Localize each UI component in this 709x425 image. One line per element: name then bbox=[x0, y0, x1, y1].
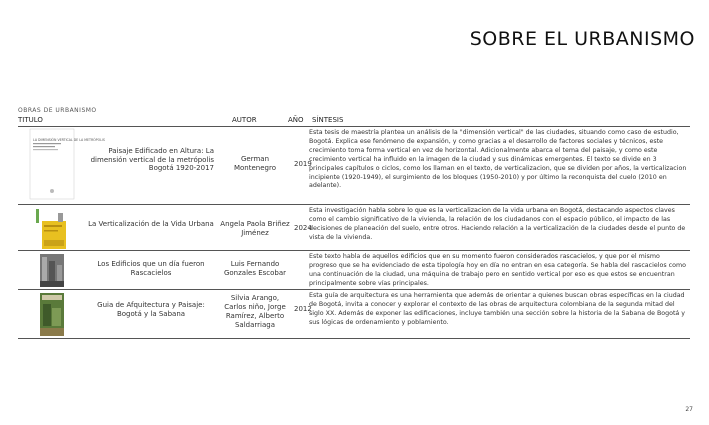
row-synthesis: Esta guía de arquitectura es una herramienta que además de orientar a quienes buscan obras específicas en la ciudad de Bogotá, invita a conocer y explorar el contexto de las obras de arquitectura colombiana de la segunda mitad del siglo XX. Además de exponer las edificaciones, incluye también una sección sobre la historia de la Sabana de Bogotá y sus lógicas de ordenamiento y poblamiento. bbox=[309, 292, 686, 326]
row-synthesis: Este texto habla de aquellos edificios que en su momento fueron considerados rascacielos, y que por el mismo progreso que se ha evidenciado de esta tipología hoy en día no entran en esa categoría. Se habla del rascacielos como una continuación de la ciudad, una máquina de trabajo pero en sentido vertical por eso es que estos se encuentran principalmente sobre vías principales. bbox=[309, 253, 686, 287]
row-author: German Montenegro bbox=[233, 155, 276, 172]
column-header-autor: AUTOR bbox=[232, 116, 257, 124]
column-header-titulo: TITULO bbox=[18, 116, 43, 124]
row-year: 2024 bbox=[294, 224, 312, 232]
row-author: Angela Paola Briñez Jiménez bbox=[220, 220, 290, 237]
column-header-sintesis: SÍNTESIS bbox=[312, 116, 344, 124]
table-row bbox=[18, 127, 690, 205]
column-header-anio: AÑO bbox=[288, 116, 304, 124]
book-cover-thumbnail bbox=[30, 129, 105, 199]
table-row bbox=[18, 290, 690, 339]
table-header bbox=[18, 114, 690, 127]
section-label: OBRAS DE URBANISMO bbox=[18, 107, 97, 114]
table-row bbox=[18, 205, 690, 251]
book-cover-thumbnail bbox=[30, 292, 74, 337]
row-title: Paisaje Edificado en Altura: La dimensión vertical de la metrópolis Bogotá 1920-2017 bbox=[90, 147, 214, 172]
page-title: SOBRE EL URBANISMO bbox=[469, 28, 695, 50]
row-synthesis: Esta investigación habla sobre lo que es la verticalizacion de la vida urbana en Bogotá, destacando aspectos claves como el cambio significativo de la vivienda, la relación de los ciudadanos con el espacio público, el impacto de las decisiones de planeación del suelo, entre otros. Haciendo relación a la verticalización de la ciudades desde el punto de vista de la vivienda. bbox=[309, 207, 686, 241]
row-title: La Verticalización de la Vida Urbana bbox=[88, 220, 214, 228]
page-number: 27 bbox=[685, 406, 693, 413]
book-cover-thumbnail bbox=[30, 207, 74, 249]
row-author: Silvia Arango, Carlos niño, Jorge Ramírez, Alberto Saldarriaga bbox=[224, 294, 286, 329]
row-synthesis: Esta tesis de maestría plantea un análisis de la "dimensión vertical" de las ciudades, situando como caso de estudio, Bogotá. Explica ese fenómeno de expansión, y como gracias a el desarrollo de factores sociales y técnicos, este crecimiento toma forma vertical en vez de horizontal. Adicionalmente abarca el tema del paisaje, y como este crecimiento vertical ha influido en la imagen de la ciudad y sus dinámicas emergentes. El texto se divide en 3 principales capítulos o ciclos, como los llaman en el texto, de verticalizacion, que se dividen por años, la verticalizacion incipiente (1920-1949), el surgimiento de los bloques (1950-2010) y por último la reconquista del cuelo (2010 en adelante). bbox=[309, 129, 687, 190]
bibliography-table bbox=[18, 127, 690, 339]
book-cover-thumbnail bbox=[30, 253, 74, 288]
row-title: Los Edificios que un día fueron Rascacielos bbox=[97, 260, 205, 277]
row-author: Luis Fernando Gonzales Escobar bbox=[223, 260, 287, 277]
book-cover-text: LA DIMENSIÓN VERTICAL DE LA METRÓPOLIS bbox=[33, 138, 105, 142]
row-title: Guia de Afquitectura y Paisaje: Bogotá y la Sabana bbox=[97, 301, 205, 318]
row-year: 2019 bbox=[294, 160, 312, 168]
row-year: 2012 bbox=[294, 305, 312, 313]
table-row bbox=[18, 251, 690, 290]
